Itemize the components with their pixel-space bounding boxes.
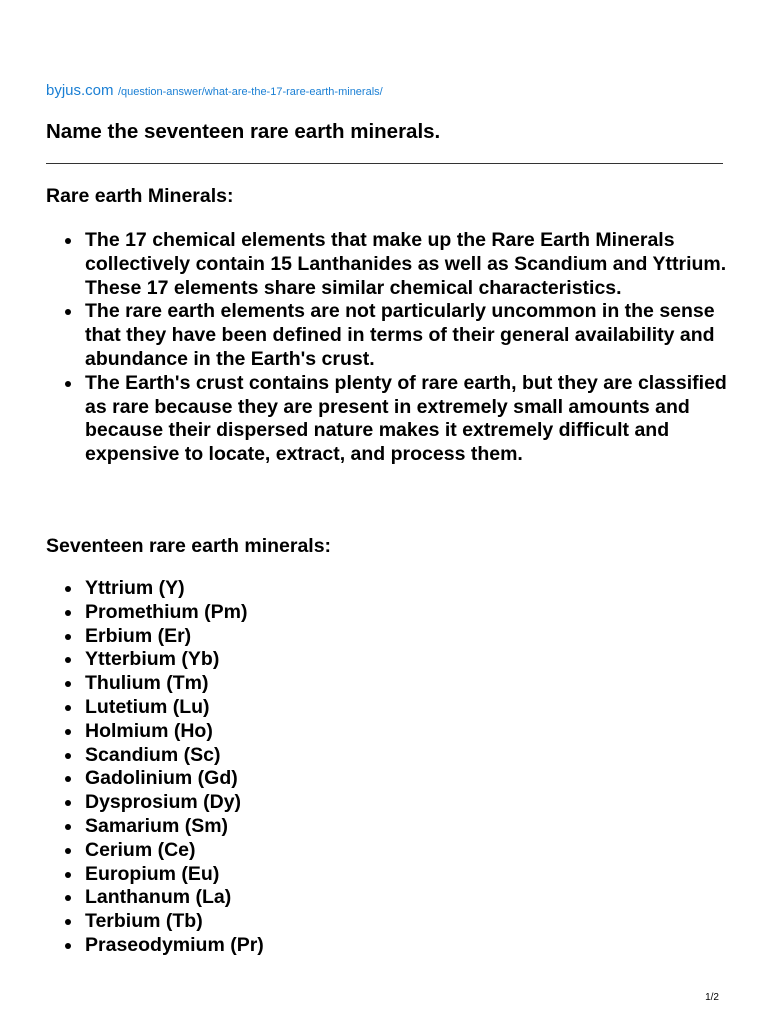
list-item: Yttrium (Y): [85, 577, 485, 601]
source-domain: byjus.com: [46, 82, 114, 99]
list-item: Lutetium (Lu): [85, 696, 485, 720]
page-number: 1/2: [705, 992, 719, 1003]
list-item: The rare earth elements are not particularly uncommon in the sense that they have been defined in terms of their general availability and abundance in the Earth's crust.: [85, 300, 737, 371]
list-item: The 17 chemical elements that make up the Rare Earth Minerals collectively contain 15 Lanthanides as well as Scandium and Yttrium. These 17 elements share similar chemical characteristics.: [85, 229, 737, 300]
section-heading-seventeen-minerals: Seventeen rare earth minerals:: [46, 535, 332, 557]
list-item: Erbium (Er): [85, 625, 485, 649]
list-item: Lanthanum (La): [85, 886, 485, 910]
list-item: Samarium (Sm): [85, 815, 485, 839]
rare-earth-info-list: [46, 229, 737, 467]
list-item: Dysprosium (Dy): [85, 791, 485, 815]
minerals-list: [46, 577, 485, 958]
title-divider: [46, 163, 723, 164]
list-item: Gadolinium (Gd): [85, 767, 485, 791]
list-item: The Earth's crust contains plenty of rare earth, but they are classified as rare because they are present in extremely small amounts and because their dispersed nature makes it extremely difficult and expensive to locate, extract, and process them.: [85, 372, 737, 467]
source-path: /question-answer/what-are-the-17-rare-earth-minerals/: [117, 86, 383, 98]
list-item: Holmium (Ho): [85, 720, 485, 744]
list-item: Terbium (Tb): [85, 910, 485, 934]
source-url-link[interactable]: [46, 82, 383, 100]
list-item: Cerium (Ce): [85, 839, 485, 863]
list-item: Ytterbium (Yb): [85, 648, 485, 672]
list-item: Promethium (Pm): [85, 601, 485, 625]
page-title: Name the seventeen rare earth minerals.: [46, 120, 441, 143]
list-item: Scandium (Sc): [85, 744, 485, 768]
list-item: Praseodymium (Pr): [85, 934, 485, 958]
list-item: Europium (Eu): [85, 863, 485, 887]
section-heading-rare-earth-minerals: Rare earth Minerals:: [46, 185, 234, 207]
list-item: Thulium (Tm): [85, 672, 485, 696]
